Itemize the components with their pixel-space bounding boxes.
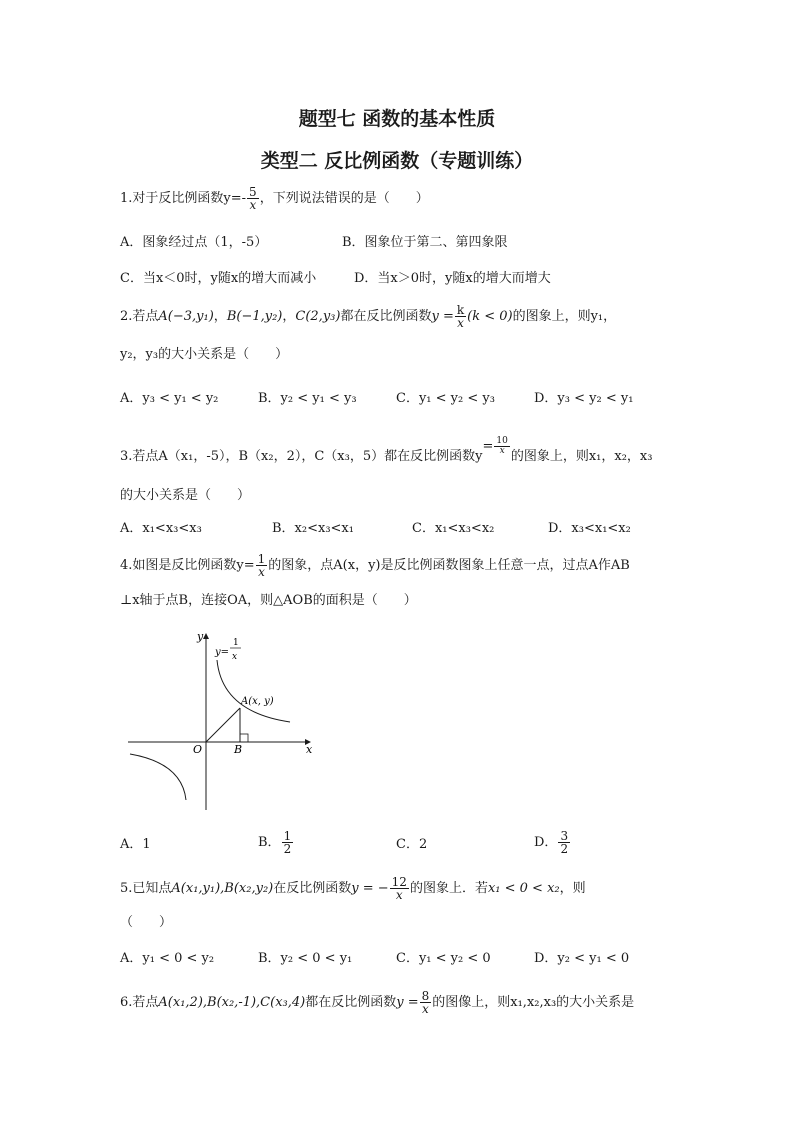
q1-text-end: ，下列说法错误的是（ ） <box>259 191 429 206</box>
origin-label: O <box>193 743 203 756</box>
q3-fraction: $\frac{10}{x}$ <box>496 436 508 456</box>
curve-branch-q3 <box>130 754 186 800</box>
q6-fraction: $\frac{8}{x}$ <box>421 989 430 1016</box>
q4-option-b: B． $\frac{1}{2}$ <box>258 829 292 856</box>
sub-title: 类型二 反比例函数（专题训练） <box>260 150 534 172</box>
q1-option-a: A．图象经过点（1，-5） <box>120 235 268 250</box>
q1-option-b: B．图象位于第二、第四象限 <box>342 235 508 250</box>
q3-option-a: A．x₁<x₃<x₃ <box>120 521 202 536</box>
q4-stem: 4.如图是反比例函数y= $\frac{1}{x}$ 的图象，点A(x，y)是反比例函数图象上任意一点，过点A作AB <box>120 552 630 579</box>
q5-fraction: $\frac{12}{x}$ <box>391 875 407 902</box>
q3-option-c: C．x₁<x₃<x₂ <box>412 521 495 536</box>
q4-option-c: C．2 <box>396 837 428 852</box>
q4-option-a: A．1 <box>120 837 151 852</box>
q1-option-d: D．当x＞0时，y随x的增大而增大 <box>354 271 551 286</box>
q4-option-d: D． $\frac{3}{2}$ <box>534 829 569 856</box>
main-title: 题型七 函数的基本性质 <box>298 108 496 130</box>
q1-stem <box>120 186 429 211</box>
curve-label-num: 1 <box>233 638 239 648</box>
q2-option-d: D．y₃ < y₂ < y₁ <box>534 391 634 406</box>
q3-stem: 3.若点A（x₁，-5），B（x₂，2），C（x₃，5）都在反比例函数y= $\frac{10}{x}$ 的图象上，则x₁，x₂，x₃ <box>120 436 653 464</box>
q1-text: 1.对于反比例函数y=- <box>120 191 247 206</box>
point-a-label: A(x, y) <box>241 696 274 707</box>
q2-fraction: $\frac{k}{x}$ <box>456 303 465 330</box>
q2-stem: 2.若点A(−3,y₁)，B(−1,y₂)，C(2,y₃)都在反比例函数y = $\frac{k}{x}$ (k < 0)的图象上，则y₁， <box>120 303 617 330</box>
q3-option-b: B．x₂<x₃<x₁ <box>272 521 354 536</box>
q2-option-b: B．y₂ < y₁ < y₃ <box>258 391 357 406</box>
q2-stem-line2: y₂，y₃的大小关系是（ ） <box>120 347 289 362</box>
segment-oa <box>206 708 240 742</box>
y-axis-label: y <box>197 630 204 643</box>
q6-stem: 6.若点A(x₁,2),B(x₂,-1),C(x₃,4)都在反比例函数y = $\frac{8}{x}$ 的图像上，则x₁,x₂,x₃的大小关系是 <box>120 989 635 1016</box>
q5-stem-line2: （ ） <box>120 915 173 930</box>
q3-stem-line2: 的大小关系是（ ） <box>120 488 251 503</box>
q3-option-d: D．x₃<x₁<x₂ <box>548 521 631 536</box>
q2-option-c: C．y₁ < y₂ < y₃ <box>396 391 495 406</box>
point-b-label: B <box>234 743 243 756</box>
q5-stem: 5.已知点A(x₁,y₁),B(x₂,y₂)在反比例函数y = − $\frac{12}{x}$ 的图象上．若x₁ < 0 < x₂，则 <box>120 875 586 902</box>
curve-branch-q1 <box>217 660 290 722</box>
q5-option-c: C．y₁ < y₂ < 0 <box>396 951 491 966</box>
q4-stem-line2: ⊥x轴于点B，连接OA，则△AOB的面积是（ ） <box>120 593 417 608</box>
q2-point-c: C(2,y₃) <box>295 309 341 324</box>
curve-label-den: x <box>232 652 238 662</box>
x-axis-label: x <box>306 743 313 756</box>
q2-point-b: B(−1,y₂) <box>226 309 283 324</box>
q4-fraction: $\frac{1}{x}$ <box>257 552 266 579</box>
q1-option-c: C．当x＜0时，y随x的增大而减小 <box>120 271 317 286</box>
q5-option-a: A．y₁ < 0 < y₂ <box>120 951 215 966</box>
q2-option-a: A．y₃ < y₁ < y₂ <box>120 391 219 406</box>
q4-option-b-fraction: $\frac{1}{2}$ <box>283 829 292 856</box>
curve-label: y= <box>215 647 230 658</box>
hyperbola-figure <box>120 630 320 812</box>
q5-points: A(x₁,y₁),B(x₂,y₂) <box>171 881 274 896</box>
q5-option-d: D．y₂ < y₁ < 0 <box>534 951 630 966</box>
q4-option-d-fraction: $\frac{3}{2}$ <box>560 829 569 856</box>
right-angle-mark <box>240 734 248 742</box>
q2-point-a: A(−3,y₁) <box>158 309 214 324</box>
q6-points: A(x₁,2),B(x₂,-1),C(x₃,4) <box>158 995 306 1010</box>
q5-option-b: B．y₂ < 0 < y₁ <box>258 951 353 966</box>
q1-fraction: $\frac{5}{x}$ <box>249 185 257 212</box>
